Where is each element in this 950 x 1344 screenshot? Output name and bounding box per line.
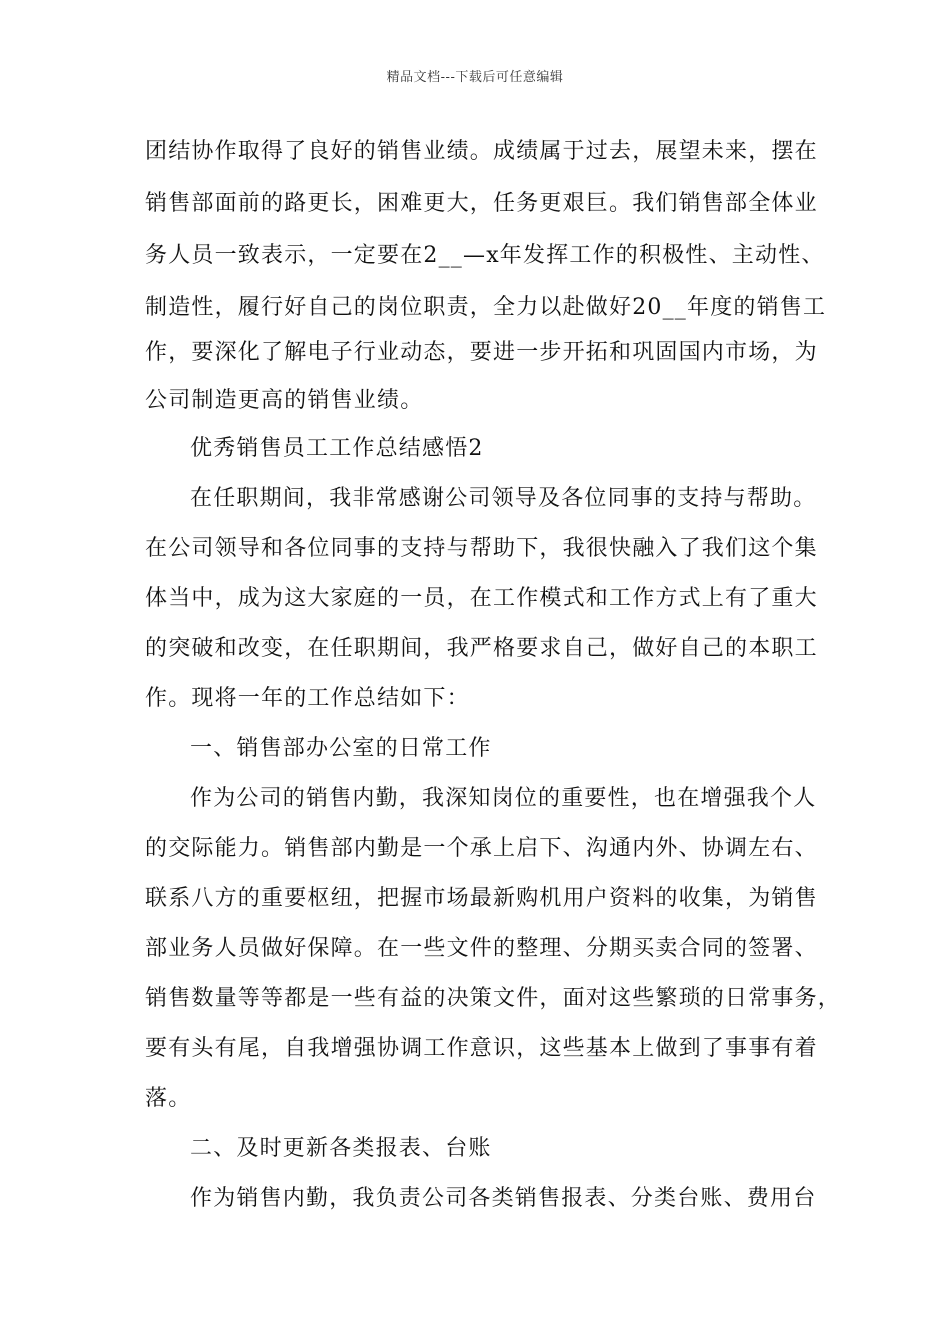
paragraph-line: 作。现将一年的工作总结如下： [145, 686, 470, 711]
paragraph-line: 体当中，成为这大家庭的一员，在工作模式和工作方式上有了重大 [145, 586, 818, 611]
paragraph-line: 销售部面前的路更长，困难更大，任务更艰巨。我们销售部全体业 [145, 191, 818, 216]
section-title: 优秀销售员工工作总结感悟2 [190, 436, 484, 461]
paragraph-line: 公司制造更高的销售业绩。 [145, 388, 424, 413]
paragraph-line: 在公司领导和各位同事的支持与帮助下，我很快融入了我们这个集 [145, 536, 818, 561]
section-heading: 一、销售部办公室的日常工作 [190, 736, 492, 761]
paragraph-line: 作为销售内勤，我负责公司各类销售报表、分类台账、费用台 [190, 1186, 817, 1211]
paragraph-line: 制造性，履行好自己的岗位职责，全力以赴做好20__年度的销售工 [145, 295, 827, 320]
paragraph-line: 要有头有尾，自我增强协调工作意识，这些基本上做到了事事有着 [145, 1036, 818, 1061]
paragraph-line: 作，要深化了解电子行业动态，要进一步开拓和巩固国内市场，为 [145, 340, 818, 365]
paragraph-line: 销售数量等等都是一些有益的决策文件，面对这些繁琐的日常事务， [145, 986, 842, 1011]
paragraph-line: 落。 [145, 1086, 192, 1111]
paragraph-line: 的突破和改变，在任职期间，我严格要求自己，做好自己的本职工 [145, 636, 818, 661]
paragraph-line: 团结协作取得了良好的销售业绩。成绩属于过去，展望未来，摆在 [145, 139, 818, 164]
paragraph-line: 作为公司的销售内勤，我深知岗位的重要性，也在增强我个人 [190, 786, 817, 811]
paragraph-line: 的交际能力。销售部内勤是一个承上启下、沟通内外、协调左右、 [145, 836, 818, 861]
page-header: 精品文档---下载后可任意编辑 [386, 70, 564, 85]
paragraph-line: 联系八方的重要枢纽，把握市场最新购机用户资料的收集，为销售 [145, 886, 818, 911]
paragraph-line: 务人员一致表示，一定要在2__—x年发挥工作的积极性、主动性、 [145, 243, 825, 268]
paragraph-line: 部业务人员做好保障。在一些文件的整理、分期买卖合同的签署、 [145, 936, 818, 961]
section-heading: 二、及时更新各类报表、台账 [190, 1136, 492, 1161]
paragraph-line: 在任职期间，我非常感谢公司领导及各位同事的支持与帮助。 [190, 486, 817, 511]
